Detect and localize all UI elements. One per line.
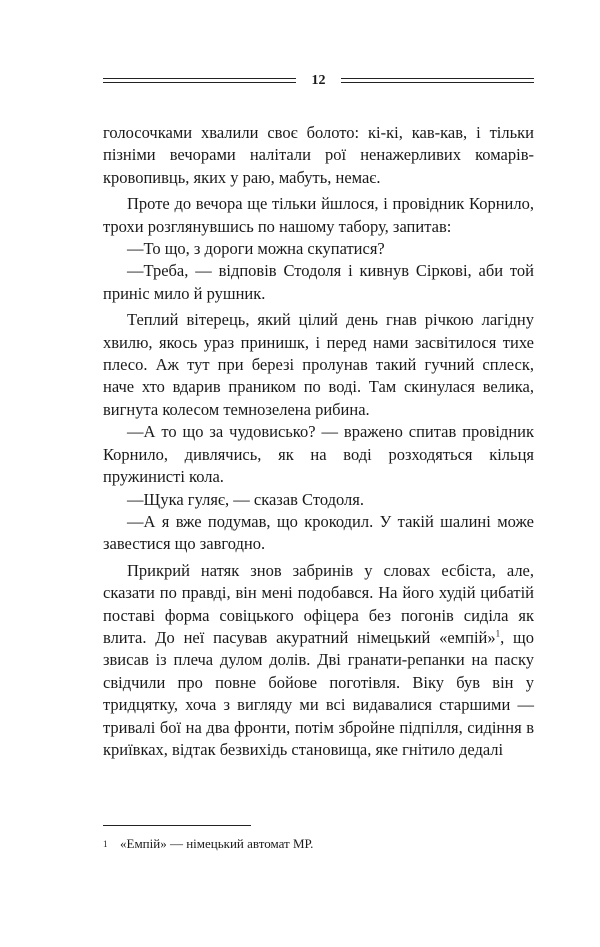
footnote-mark: 1 [103,839,108,849]
header-rule-right [341,78,534,83]
dialogue-line: —То що, з дороги можна скупатися? [127,239,385,259]
dialogue-line: —А то що за чудовисько? — вражено спитав провідник Корнило, дивлячись, як на воді розходяться кільця пружинисті кола. [103,422,534,487]
body-text [103,122,534,761]
paragraph: голосочками хвалили своє болото: кі-кі, кав-кав, і тільки пізніми вечорами налітали рої ненажерливих комарів-кровопивць, яких у раю, мабуть, немає. [103,123,534,187]
paragraph: Прикрий натяк знов забринів у словах есбіста, але, сказати по правді, він мені подобався. На його худій цибатій поставі форма совіцького офіцера без погонів сиділа як влита. До неї пасував акуратний німецький «емпій»$^1$, що звисав із плеча дулом долів. Дві гранати-репанки на паску свідчили про повне бойове поготівля. Віку був він у тридцятку, хоча з вигляду ми всі видавалися старшими — тривалі бої на два фронти, потім збройне підпілля, сидіння в криївках, відтак безвихідь становища, яке гнітило дедалі [103,560,534,759]
paragraph-text: Прикрий натяк знов забринів у словах есбіста, але, сказати по правді, він мені подобався. На його худій цибатій поставі форма совіцького офіцера без погонів сиділа як влита. До неї пасував акуратний німецький «емпій» [103,560,534,647]
footnote [103,836,534,852]
footnote-text: «Емпій» — німецький автомат МР. [120,836,314,851]
footnote-reference[interactable]: 1 [495,628,501,639]
running-header [103,72,534,92]
paragraph-text-continued: що звисав із плеча дулом долів. Дві гранати-репанки на паску свідчили про повне бойове поготівля. Віку був він у тридцятку, хоча з вигляду ми всі видавалися старшими — тривалі бої на два фронти, потім збройне підпілля, сидіння в криївках, відтак безвихідь становища, яке гнітило дедалі [103,627,534,759]
paragraph: Теплий вітерець, який цілий день гнав річкою лагідну хвилю, якось ураз принишк, і перед нами засвітилося тихе плесо. Аж тут при березі пролунав такий гучний сплеск, наче хто вдарив праником по воді. Там скинулася велика, вигнута колесом темнозелена рибина. [103,310,534,419]
dialogue-line: —А я вже подумав, що крокодил. У такій шалині може завестися що завгодно. [103,511,534,554]
paragraph: Проте до вечора ще тільки йшлося, і провідник Корнило, трохи розглянувшись по нашому табору, запитав: [103,194,534,236]
page-number: 12 [311,73,326,88]
footnote-divider [103,825,251,826]
dialogue-line: —Треба, — відповів Стодоля і кивнув Сіркові, аби той приніс мило й рушник. [103,261,534,303]
dialogue-line: —Щука гуляє, — сказав Стодоля. [127,489,364,509]
